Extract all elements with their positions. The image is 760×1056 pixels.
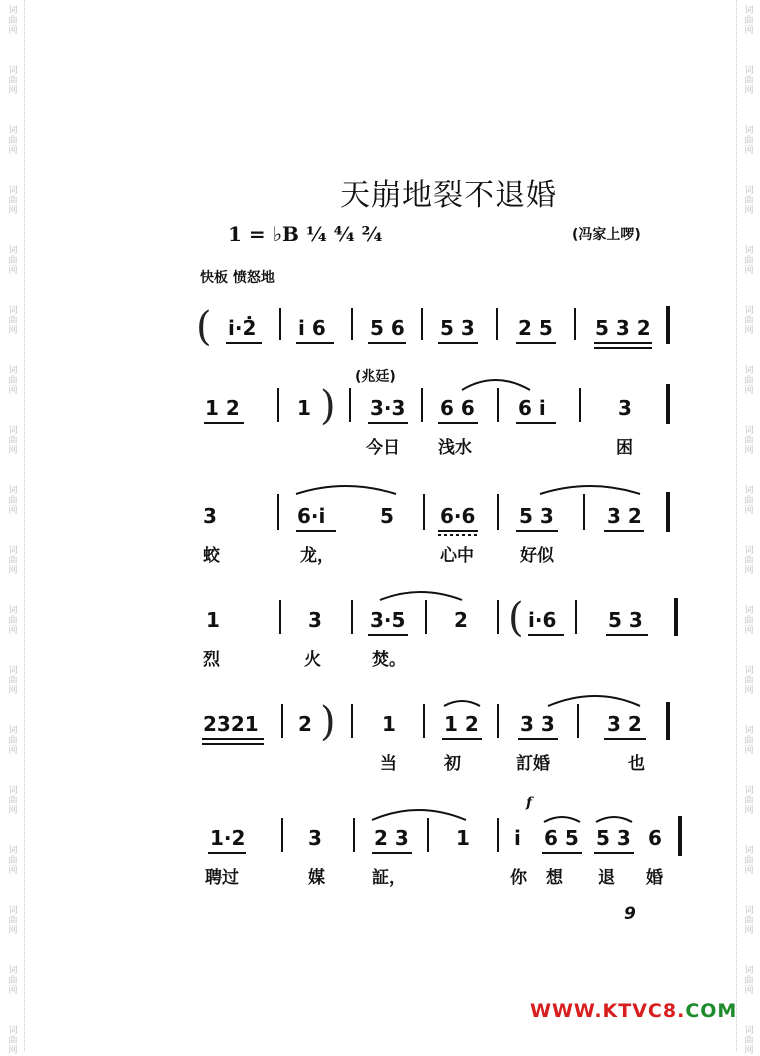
watermark-glyphs: 词 曲 网 [744, 606, 754, 636]
measure: 3 2 [607, 712, 642, 736]
close-paren: ) [320, 699, 336, 745]
measure: 6·6 [440, 504, 476, 528]
measure: 3 [618, 396, 632, 420]
measure: 5 3 [608, 608, 643, 632]
watermark-glyphs: 词 曲 网 [8, 426, 18, 456]
watermark-glyphs: 词 曲 网 [744, 306, 754, 336]
key-signature: 1 = ♭B ¼ ⁴⁄₄ ²⁄₄ [228, 222, 383, 246]
measure: 3 [308, 826, 322, 850]
measure: i̇·2̇ [228, 316, 257, 340]
watermark-glyphs: 词 曲 网 [8, 786, 18, 816]
measure: 1 [206, 608, 220, 632]
watermark-glyphs: 词 曲 网 [744, 126, 754, 156]
open-paren: ( [508, 595, 524, 641]
measure: 3 3 [520, 712, 555, 736]
measure: 2 3 [374, 826, 409, 850]
watermark-glyphs: 词 曲 网 [744, 486, 754, 516]
lyric: 火 [304, 650, 321, 670]
watermark-glyphs: 词 曲 网 [744, 66, 754, 96]
measure: 2 [298, 712, 312, 736]
watermark-glyphs: 词 曲 网 [744, 366, 754, 396]
lyric: 你 [510, 868, 527, 888]
lyric: 媒 [308, 868, 325, 888]
watermark-glyphs: 词 曲 网 [8, 966, 18, 996]
measure: 6 [648, 826, 662, 850]
measure: 6·i̇ [297, 504, 326, 528]
measure: 1 [297, 396, 311, 420]
lyric: 退 [598, 868, 615, 888]
watermark-glyphs: 词 曲 网 [8, 606, 18, 636]
watermark-glyphs: 词 曲 网 [744, 666, 754, 696]
watermark-glyphs: 词 曲 网 [744, 906, 754, 936]
lyric: 婚 [646, 868, 663, 888]
lyric: 聘过 [205, 868, 239, 888]
measure: 1 2 [444, 712, 479, 736]
lyric: 心中 [440, 546, 474, 566]
measure: i̇ 6 [298, 316, 326, 340]
watermark-glyphs: 词 曲 网 [8, 486, 18, 516]
watermark-glyphs: 词 曲 网 [8, 366, 18, 396]
watermark-glyphs: 词 曲 网 [744, 786, 754, 816]
lyric: 想 [546, 868, 563, 888]
watermark-glyphs: 词 曲 网 [8, 546, 18, 576]
measure: 3 [203, 504, 217, 528]
measure: 2321 [203, 712, 259, 736]
measure: 6 6 [440, 396, 475, 420]
lyric: 蛟 [203, 546, 220, 566]
measure: 5 6 [370, 316, 405, 340]
watermark-glyphs: 词 曲 网 [744, 426, 754, 456]
measure: 3 [308, 608, 322, 632]
lyric: 浅水 [438, 438, 472, 458]
watermark-glyphs: 词 曲 网 [8, 66, 18, 96]
site-watermark: WWW.KTVC8.COM [530, 1000, 738, 1022]
watermark-glyphs: 词 曲 网 [744, 1026, 754, 1056]
lyric: 好似 [520, 546, 554, 566]
measure: 2 5 [518, 316, 553, 340]
page-number: 9 [624, 904, 636, 924]
lyric: 当 [380, 754, 397, 774]
watermark-glyphs: 词 曲 网 [8, 906, 18, 936]
measure: 3 2 [607, 504, 642, 528]
tempo-marking: 快板 愤怒地 [200, 270, 275, 286]
role-label: (兆廷) [355, 369, 396, 385]
measure: 1·2 [210, 826, 246, 850]
watermark-glyphs: 词 曲 网 [8, 246, 18, 276]
measure: 6 5 [544, 826, 579, 850]
close-paren: ) [320, 383, 336, 429]
dynamic-marking: f [526, 795, 533, 811]
watermark-glyphs: 词 曲 网 [8, 126, 18, 156]
lyric: 也 [628, 754, 645, 774]
lyric: 今日 [366, 438, 400, 458]
open-paren: ( [196, 304, 212, 350]
watermark-glyphs: 词 曲 网 [744, 726, 754, 756]
measure: 2 [454, 608, 468, 632]
watermark-glyphs: 词 曲 网 [8, 6, 18, 36]
measure: 5 3 [519, 504, 554, 528]
lyric: 龙， [300, 546, 334, 566]
measure: 1 2 [205, 396, 240, 420]
watermark-glyphs: 词 曲 网 [744, 846, 754, 876]
watermark-glyphs: 词 曲 网 [8, 666, 18, 696]
measure: i̇ [514, 826, 521, 850]
lyric: 初 [444, 754, 461, 774]
watermark-glyphs: 词 曲 网 [8, 306, 18, 336]
watermark-glyphs: 词 曲 网 [744, 966, 754, 996]
lyric: 焚。 [372, 650, 406, 670]
measure: 3·3 [370, 396, 406, 420]
lyric: 証， [372, 868, 406, 888]
watermark-glyphs: 词 曲 网 [8, 186, 18, 216]
measure: 1 [456, 826, 470, 850]
watermark-glyphs: 词 曲 网 [744, 186, 754, 216]
song-title: 天崩地裂不退婚 [340, 178, 557, 213]
watermark-glyphs: 词 曲 网 [744, 6, 754, 36]
measure: 5 3 2 [595, 316, 651, 340]
watermark-glyphs: 词 曲 网 [744, 246, 754, 276]
composer-credit: (冯家上啰) [572, 227, 641, 243]
lyric: 困 [616, 438, 633, 458]
lyric: 訂婚 [516, 754, 550, 774]
watermark-glyphs: 词 曲 网 [8, 1026, 18, 1056]
watermark-glyphs: 词 曲 网 [8, 726, 18, 756]
measure: 5 3 [440, 316, 475, 340]
lyric: 烈 [203, 650, 220, 670]
watermark-glyphs: 词 曲 网 [8, 846, 18, 876]
measure: i̇·6 [528, 608, 557, 632]
watermark-glyphs: 词 曲 网 [744, 546, 754, 576]
measure: 6 i̇ [518, 396, 546, 420]
measure: 5 [380, 504, 394, 528]
measure: 3·5 [370, 608, 406, 632]
measure: 5 3 [596, 826, 631, 850]
measure: 1 [382, 712, 396, 736]
